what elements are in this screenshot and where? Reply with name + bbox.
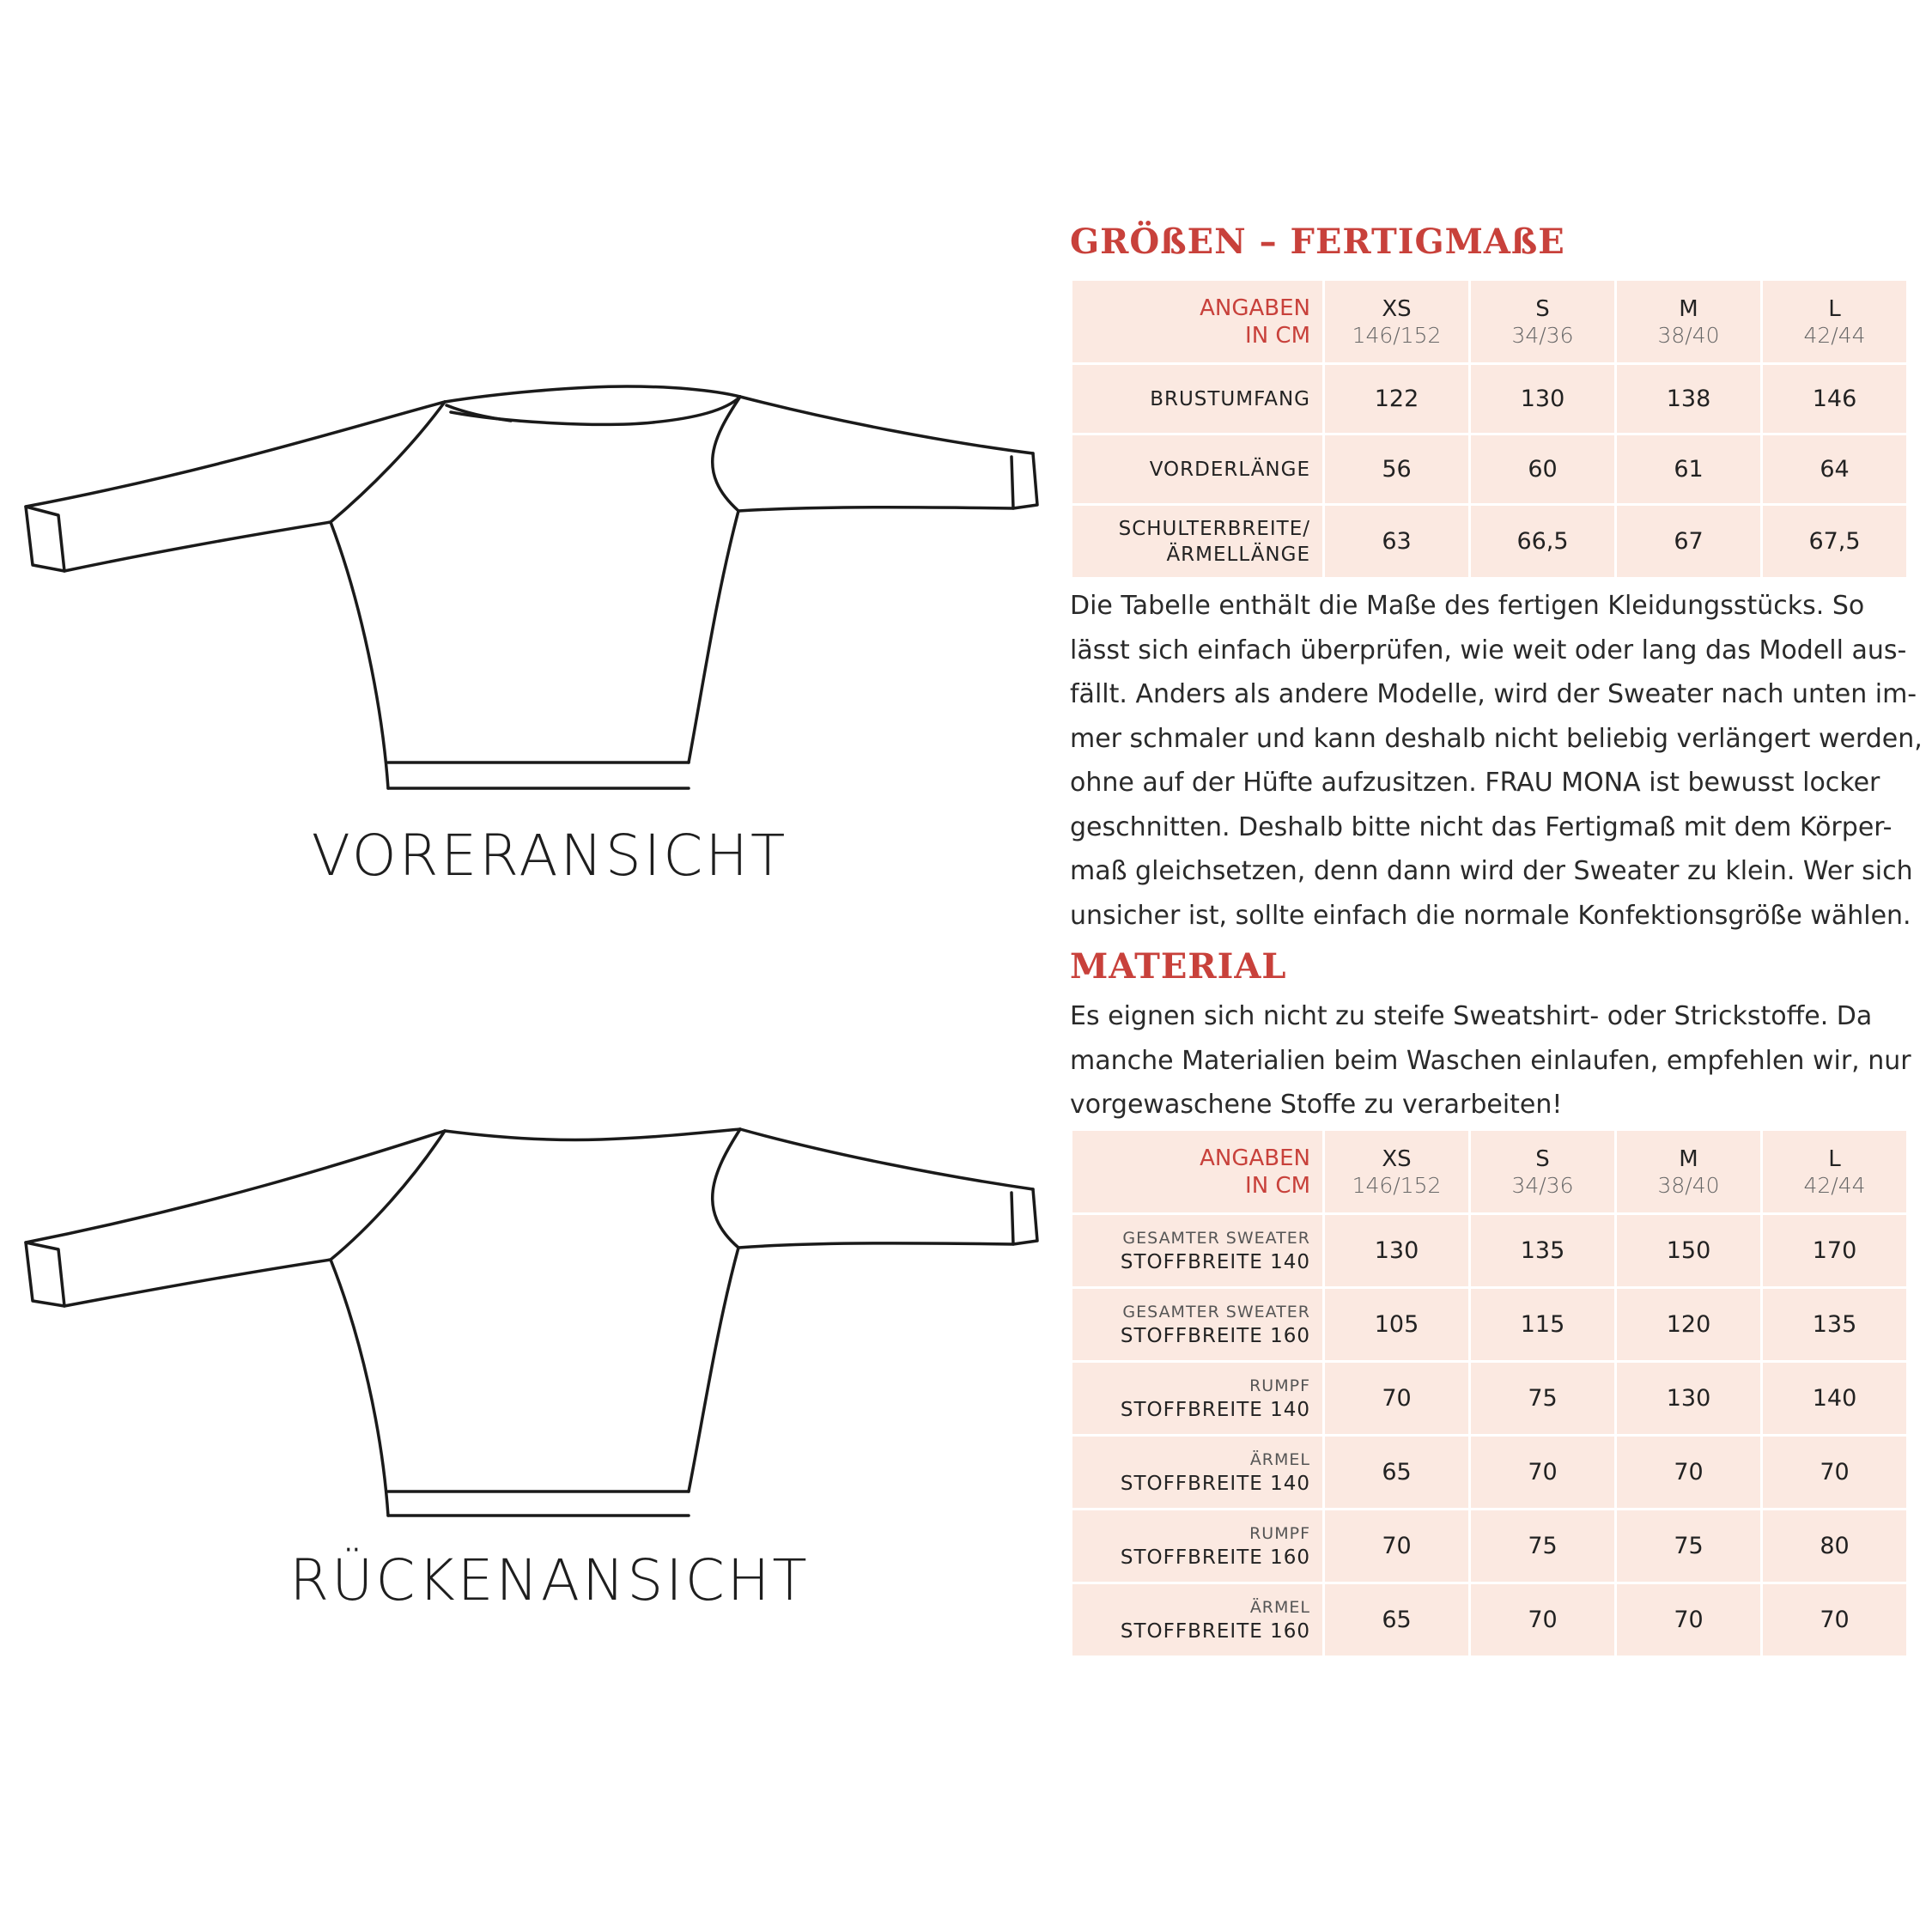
table-cell: 140	[1762, 1362, 1908, 1436]
text-line: maß gleichsetzen, denn dann wird der Sweater zu klein. Wer sich	[1070, 856, 1913, 886]
row-label-line2: STOFFBREITE 160	[1120, 1324, 1310, 1347]
table-cell: 150	[1616, 1214, 1762, 1288]
size-name: M	[1679, 1145, 1698, 1172]
size-name: XS	[1382, 1145, 1412, 1172]
table-cell: 138	[1616, 364, 1762, 434]
row-label-line2: STOFFBREITE 140	[1120, 1398, 1310, 1421]
table-cell: 67	[1616, 505, 1762, 579]
finished-measurements-table	[1070, 278, 1909, 580]
row-label-line2: STOFFBREITE 140	[1120, 1250, 1310, 1273]
row-label-text: VORDERLÄNGE	[1149, 458, 1310, 481]
table-row	[1072, 1288, 1908, 1362]
table-cell: 64	[1762, 434, 1908, 505]
table-cell: 120	[1616, 1288, 1762, 1362]
fabric-requirements-table	[1070, 1128, 1909, 1658]
table-cell: 70	[1762, 1436, 1908, 1510]
table-row	[1072, 1214, 1908, 1288]
header-label-line1: ANGABEN	[1200, 1145, 1310, 1171]
sweater-back-drawing	[17, 1121, 1065, 1533]
size-range: 34/36	[1511, 322, 1574, 348]
row-label-line2: ÄRMELLÄNGE	[1166, 543, 1310, 566]
table-cell: 115	[1470, 1288, 1616, 1362]
table-cell: 65	[1324, 1583, 1470, 1657]
size-column-m	[1616, 1130, 1762, 1214]
size-range: 38/40	[1657, 322, 1720, 348]
table-cell: 70	[1762, 1583, 1908, 1657]
table-row	[1072, 434, 1908, 505]
row-label-line1: GESAMTER SWEATER	[1122, 1228, 1310, 1248]
table-cell: 122	[1324, 364, 1470, 434]
text-line: Es eignen sich nicht zu steife Sweatshirt- oder Strickstoffe. Da	[1070, 1001, 1873, 1031]
size-name: L	[1828, 295, 1841, 322]
text-line: geschnitten. Deshalb bitte nicht das Fertigmaß mit dem Körper-	[1070, 811, 1893, 842]
header-label	[1072, 280, 1324, 364]
text-line: fällt. Anders als andere Modelle, wird der Sweater nach unten im-	[1070, 679, 1917, 709]
table-cell: 60	[1470, 434, 1616, 505]
front-view-label: VORERANSICHT	[311, 823, 788, 889]
table-cell: 135	[1470, 1214, 1616, 1288]
row-label	[1072, 1362, 1324, 1436]
table-row	[1072, 1510, 1908, 1583]
table-row	[1072, 1362, 1908, 1436]
material-description	[1070, 994, 1911, 1127]
size-column-s	[1470, 280, 1616, 364]
size-name: M	[1679, 295, 1698, 322]
row-label-line2: STOFFBREITE 160	[1120, 1546, 1310, 1569]
text-line: manche Materialien beim Waschen einlaufen, empfehlen wir, nur	[1070, 1045, 1911, 1076]
sweater-front-drawing	[17, 378, 1065, 807]
size-column-l	[1762, 1130, 1908, 1214]
size-range: 146/152	[1352, 1172, 1442, 1198]
row-label	[1072, 1214, 1324, 1288]
size-column-xs	[1324, 1130, 1470, 1214]
text-line: ohne auf der Hüfte aufzusitzen. FRAU MONA ist bewusst locker	[1070, 768, 1880, 798]
table-cell: 135	[1762, 1288, 1908, 1362]
table-cell: 70	[1470, 1583, 1616, 1657]
row-label-line2: STOFFBREITE 160	[1120, 1619, 1310, 1643]
row-label-line1: ÄRMEL	[1249, 1449, 1310, 1469]
row-label	[1072, 1510, 1324, 1583]
size-range: 42/44	[1803, 322, 1866, 348]
size-column-l	[1762, 280, 1908, 364]
size-range: 146/152	[1352, 322, 1442, 348]
table-cell: 75	[1470, 1510, 1616, 1583]
row-label-line1: RUMPF	[1249, 1523, 1310, 1543]
back-view-label: RÜCKENANSICHT	[289, 1547, 810, 1613]
size-name: S	[1535, 295, 1550, 322]
table-row	[1072, 1436, 1908, 1510]
text-line: Die Tabelle enthält die Maße des fertigen Kleidungsstücks. So	[1070, 591, 1865, 621]
text-line: mer schmaler und kann deshalb nicht beliebig verlängert werden,	[1070, 723, 1923, 754]
row-label-text: BRUSTUMFANG	[1150, 387, 1310, 410]
size-name: L	[1828, 1145, 1841, 1172]
material-heading: MATERIAL	[1070, 946, 1287, 987]
sizes-heading: GRÖßEN – FERTIGMAßE	[1070, 222, 1565, 262]
table-row	[1072, 505, 1908, 579]
table-cell: 146	[1762, 364, 1908, 434]
table-cell: 130	[1616, 1362, 1762, 1436]
row-label	[1072, 1583, 1324, 1657]
table-cell: 75	[1470, 1362, 1616, 1436]
row-label	[1072, 434, 1324, 505]
table-row	[1072, 364, 1908, 434]
table-cell: 75	[1616, 1510, 1762, 1583]
table-cell: 61	[1616, 434, 1762, 505]
row-label-line2: STOFFBREITE 140	[1120, 1472, 1310, 1495]
sizes-description	[1070, 584, 1923, 938]
row-label	[1072, 1436, 1324, 1510]
row-label	[1072, 364, 1324, 434]
table-cell: 66,5	[1470, 505, 1616, 579]
table-cell: 70	[1616, 1583, 1762, 1657]
size-name: XS	[1382, 295, 1412, 322]
table-cell: 65	[1324, 1436, 1470, 1510]
row-label	[1072, 1288, 1324, 1362]
row-label-line1: ÄRMEL	[1249, 1597, 1310, 1617]
row-label-line1: GESAMTER SWEATER	[1122, 1302, 1310, 1321]
size-range: 34/36	[1511, 1172, 1574, 1198]
size-range: 42/44	[1803, 1172, 1866, 1198]
table-cell: 170	[1762, 1214, 1908, 1288]
row-label-line1: SCHULTERBREITE/	[1118, 517, 1310, 540]
table-header-row	[1072, 1130, 1908, 1214]
size-column-xs	[1324, 280, 1470, 364]
row-label-line1: RUMPF	[1249, 1376, 1310, 1395]
text-line: lässt sich einfach überprüfen, wie weit oder lang das Modell aus-	[1070, 635, 1907, 665]
table-row	[1072, 1583, 1908, 1657]
header-label-line1: ANGABEN	[1200, 295, 1310, 321]
text-line: unsicher ist, sollte einfach die normale Konfektionsgröße wählen.	[1070, 900, 1911, 931]
table-cell: 130	[1470, 364, 1616, 434]
table-cell: 105	[1324, 1288, 1470, 1362]
table-cell: 70	[1616, 1436, 1762, 1510]
table-cell: 63	[1324, 505, 1470, 579]
table-cell: 56	[1324, 434, 1470, 505]
table-cell: 130	[1324, 1214, 1470, 1288]
size-column-m	[1616, 280, 1762, 364]
table-cell: 70	[1324, 1510, 1470, 1583]
header-label	[1072, 1130, 1324, 1214]
header-label-line2: IN CM	[1245, 322, 1310, 349]
text-line: vorgewaschene Stoffe zu verarbeiten!	[1070, 1090, 1563, 1120]
row-label	[1072, 505, 1324, 579]
table-cell: 67,5	[1762, 505, 1908, 579]
header-label-line2: IN CM	[1245, 1172, 1310, 1199]
size-name: S	[1535, 1145, 1550, 1172]
table-cell: 80	[1762, 1510, 1908, 1583]
table-cell: 70	[1324, 1362, 1470, 1436]
table-header-row	[1072, 280, 1908, 364]
table-cell: 70	[1470, 1436, 1616, 1510]
size-range: 38/40	[1657, 1172, 1720, 1198]
size-column-s	[1470, 1130, 1616, 1214]
